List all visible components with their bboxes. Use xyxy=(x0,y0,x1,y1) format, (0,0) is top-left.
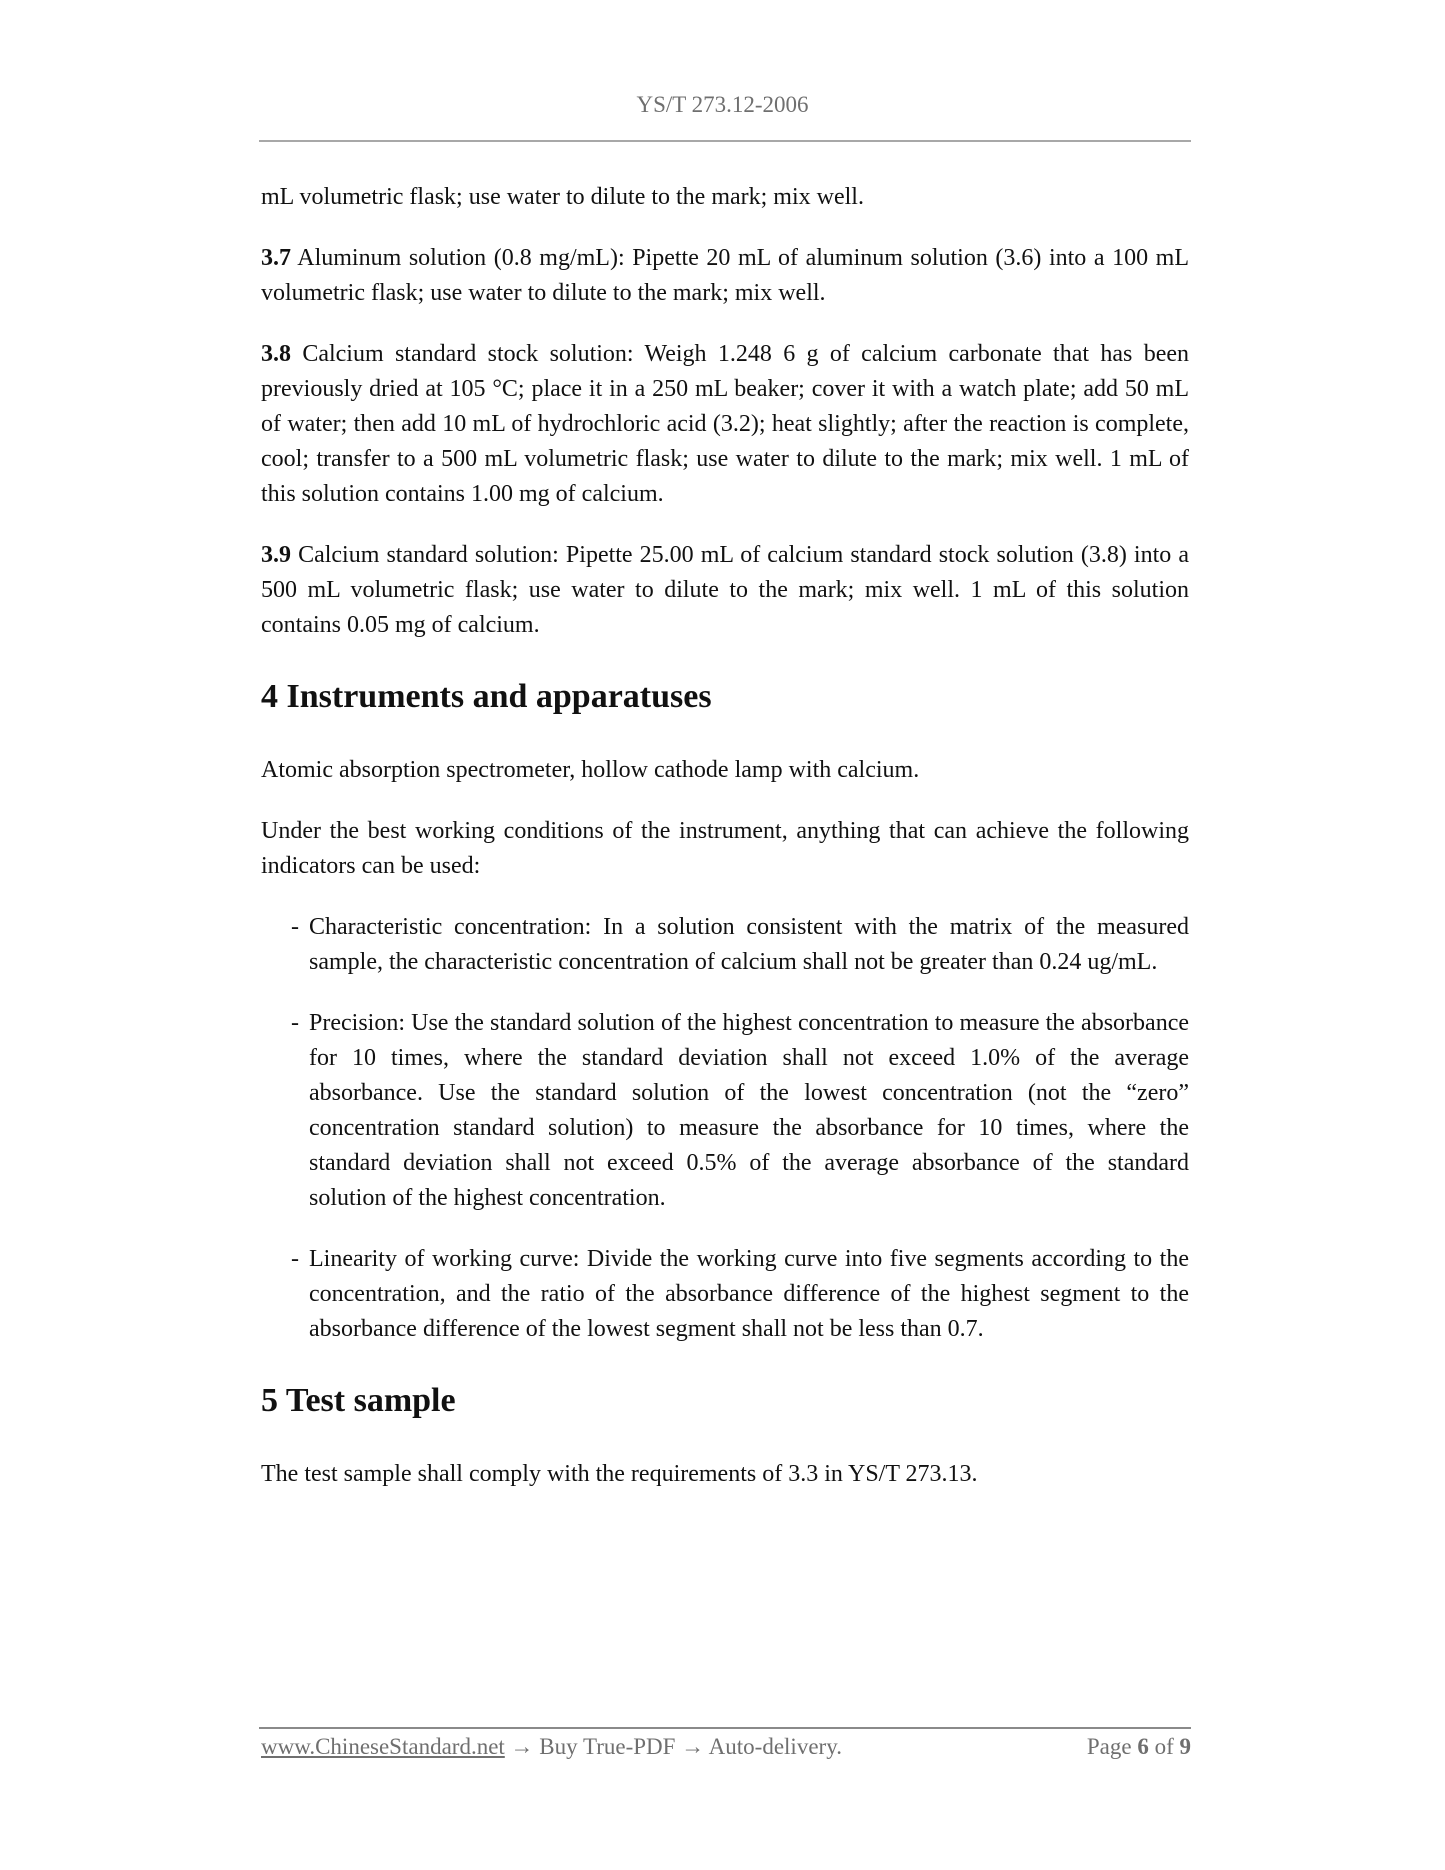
clause-3-9 xyxy=(261,538,1189,643)
header-divider xyxy=(259,140,1191,142)
page-label: Page xyxy=(1086,1734,1132,1759)
section-4-heading: 4 Instruments and apparatuses xyxy=(261,678,712,715)
delivery-text: Auto-delivery. xyxy=(708,1734,842,1759)
bullet-text: Characteristic concentration: In a solution consistent with the matrix of the measured sample, the characteristic concentration of calcium shall not be greater than 0.24 ug/mL. xyxy=(309,914,1189,975)
dash-marker: - xyxy=(291,1246,299,1272)
arrow-right-icon: → xyxy=(681,1734,705,1759)
page-number xyxy=(1087,1734,1191,1760)
clause-number: 3.8 xyxy=(261,341,291,367)
dash-marker: - xyxy=(291,914,299,940)
bullet-item xyxy=(261,1242,1189,1347)
page-footer xyxy=(261,1734,1191,1760)
bullet-text: Precision: Use the standard solution of the highest concentration to measure the absorbance for 10 times, where the standard deviation shall not exceed 1.0% of the average absorbance. Use the standard solution of the lowest concentration (not the “zero” concentration standard solution) to measure the absorbance for 10 times, where the standard deviation shall not exceed 0.5% of the average absorbance of the standard solution of the highest concentration. xyxy=(309,1010,1189,1211)
clause-text: Calcium standard stock solution: Weigh 1.248 6 g of calcium carbonate that has been previously dried at 105 °C; place it in a 250 mL beaker; cover it with a watch plate; add 50 mL of water; then add 10 mL of hydrochloric acid (3.2); heat slightly; after the reaction is complete, cool; transfer to a 500 mL volumetric flask; use water to dilute to the mark; mix well. 1 mL of this solution contains 1.00 mg of calcium. xyxy=(261,341,1189,507)
clause-number: 3.7 xyxy=(261,245,291,271)
clause-text: Aluminum solution (0.8 mg/mL): Pipette 20 mL of aluminum solution (3.6) into a 100 mL volumetric flask; use water to dilute to the mark; mix well. xyxy=(261,245,1189,306)
footer-divider xyxy=(259,1727,1191,1729)
arrow-right-icon: → xyxy=(510,1734,534,1759)
footer-left xyxy=(261,1734,842,1760)
of-label: of xyxy=(1154,1734,1174,1759)
clause-text: Calcium standard solution: Pipette 25.00 mL of calcium standard stock solution (3.8) into a 500 mL volumetric flask; use water to dilute to the mark; mix well. 1 mL of this solution contains 0.05 mg of calcium. xyxy=(261,542,1189,638)
section-5-paragraph-1: The test sample shall comply with the requirements of 3.3 in YS/T 273.13. xyxy=(261,1461,978,1487)
bullet-item xyxy=(261,1006,1189,1216)
clause-number: 3.9 xyxy=(261,542,291,568)
bullet-text: Linearity of working curve: Divide the working curve into five segments according to the concentration, and the ratio of the absorbance difference of the highest segment to the absorbance difference of the lowest segment shall not be less than 0.7. xyxy=(309,1246,1189,1342)
document-body xyxy=(261,180,1189,1518)
section-4-paragraph-1: Atomic absorption spectrometer, hollow cathode lamp with calcium. xyxy=(261,757,920,783)
clause-3-8 xyxy=(261,337,1189,512)
dash-marker: - xyxy=(291,1010,299,1036)
continued-paragraph: mL volumetric flask; use water to dilute to the mark; mix well. xyxy=(261,184,864,210)
section-5-heading: 5 Test sample xyxy=(261,1382,456,1419)
website-link[interactable]: www.ChineseStandard.net xyxy=(261,1734,505,1759)
document-header-title: YS/T 273.12-2006 xyxy=(636,92,809,117)
clause-3-7 xyxy=(261,241,1189,311)
total-pages: 9 xyxy=(1179,1734,1191,1759)
buy-text: Buy True-PDF xyxy=(539,1734,676,1759)
section-4-paragraph-2: Under the best working conditions of the instrument, anything that can achieve the following indicators can be used: xyxy=(261,818,1189,879)
current-page: 6 xyxy=(1137,1734,1149,1759)
bullet-item xyxy=(261,910,1189,980)
